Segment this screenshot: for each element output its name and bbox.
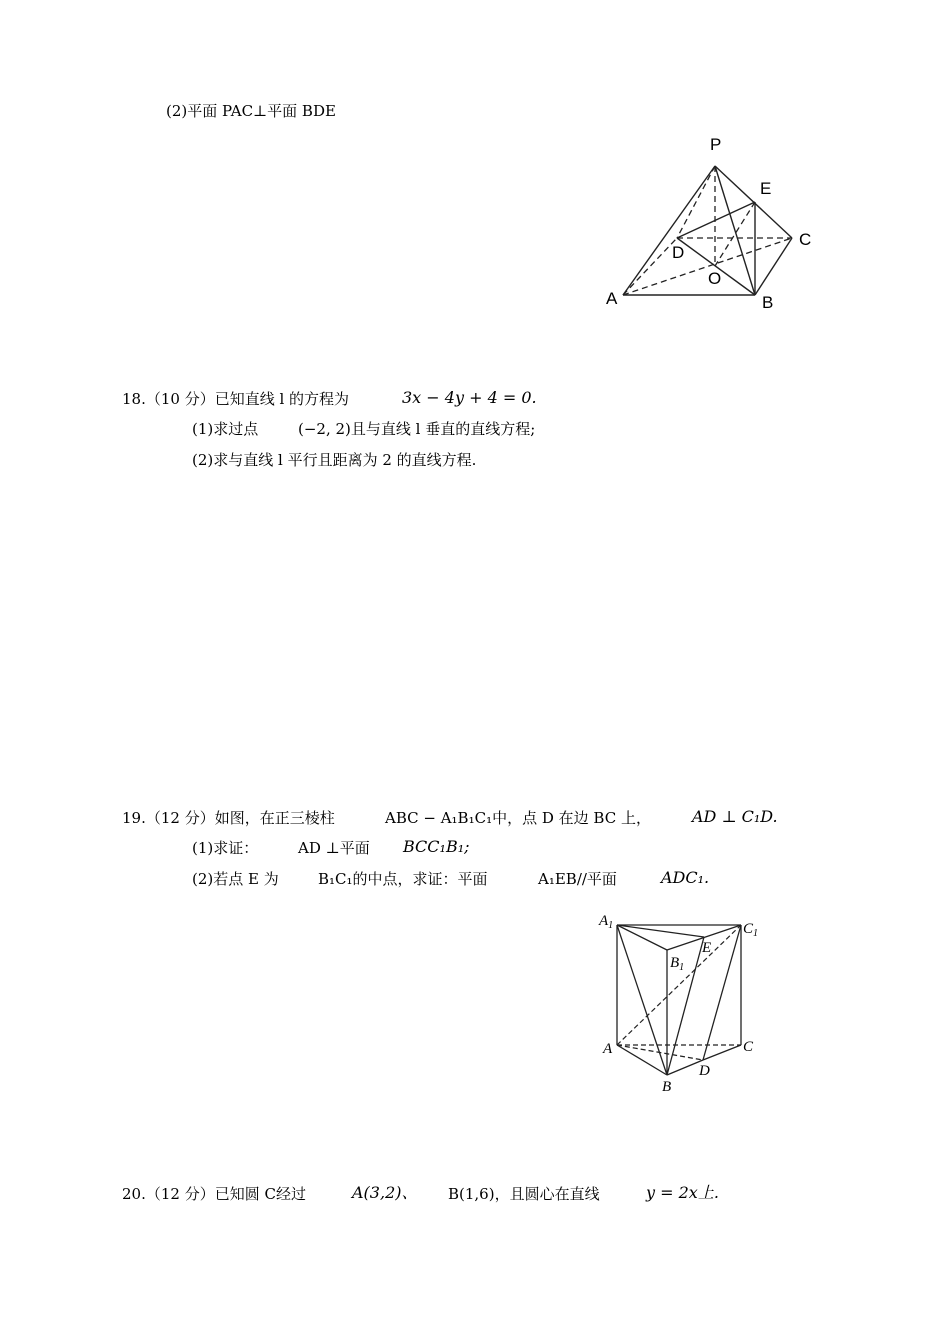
edge-BD <box>667 1060 703 1075</box>
problem-19-stem-math: ABC − A₁B₁C₁中，点 D 在边 BC 上， <box>385 809 651 827</box>
problem-19-part-2c: A₁EB//平面 <box>538 870 617 888</box>
problem-18-equation: 3x − 4y + 4 = 0. <box>402 388 537 407</box>
label-B1: $B_1$ <box>670 955 685 973</box>
label-E: E <box>702 940 712 956</box>
problem-19-condition: AD ⊥ C₁D. <box>692 807 778 826</box>
edge-AD <box>623 238 677 295</box>
prism-figure <box>595 905 775 1095</box>
label-C: C <box>799 230 812 249</box>
edge-PA <box>623 166 715 295</box>
edge-DC <box>703 1045 741 1060</box>
label-A: A <box>603 1041 613 1057</box>
label-D: D <box>699 1063 710 1079</box>
label-E: E <box>760 179 772 198</box>
problem-18-part-1b: (−2, 2)且与直线 l 垂直的直线方程; <box>298 420 536 438</box>
label-C: C <box>743 1039 754 1055</box>
label-A: A <box>606 289 618 308</box>
problem-18-stem: 18.（10 分）已知直线 l 的方程为 <box>122 390 350 408</box>
problem-18-part-2: (2)求与直线 l 平行且距离为 2 的直线方程. <box>192 451 477 469</box>
label-A1: $A_1$ <box>599 913 614 931</box>
label-D: D <box>672 243 685 262</box>
problem-19-part-1c: BCC₁B₁; <box>403 837 470 856</box>
problem-19-part-2b: B₁C₁的中点，求证：平面 <box>318 870 488 888</box>
pyramid-figure <box>600 128 840 318</box>
problem-20-point-b: B(1,6)，且圆心在直线 <box>448 1185 600 1203</box>
label-O: O <box>708 269 722 288</box>
problem-19-part-2d: ADC₁. <box>661 868 710 887</box>
label-P: P <box>710 135 722 154</box>
edge-PD <box>677 166 715 238</box>
problem-20-point-a: A(3,2)、 <box>352 1183 418 1202</box>
label-B: B <box>662 1079 672 1095</box>
problem-19-part-1b: AD ⊥平面 <box>298 839 370 857</box>
problem-19-part-2a: (2)若点 E 为 <box>192 870 279 888</box>
label-B: B <box>762 293 774 312</box>
label-C1: $C_1$ <box>743 921 759 939</box>
problem-19-part-1a: (1)求证： <box>192 839 259 857</box>
problem-18-part-1a: (1)求过点 <box>192 420 259 438</box>
edge-AC1 <box>617 925 741 1045</box>
problem-19-stem: 19.（12 分）如图，在正三棱柱 <box>122 809 335 827</box>
problem-17-part-2: (2)平面 PAC⊥平面 BDE <box>166 102 336 120</box>
problem-20-line: y = 2x上. <box>646 1183 719 1202</box>
problem-20-stem: 20.（12 分）已知圆 C经过 <box>122 1185 306 1203</box>
edge-BC <box>755 238 792 295</box>
